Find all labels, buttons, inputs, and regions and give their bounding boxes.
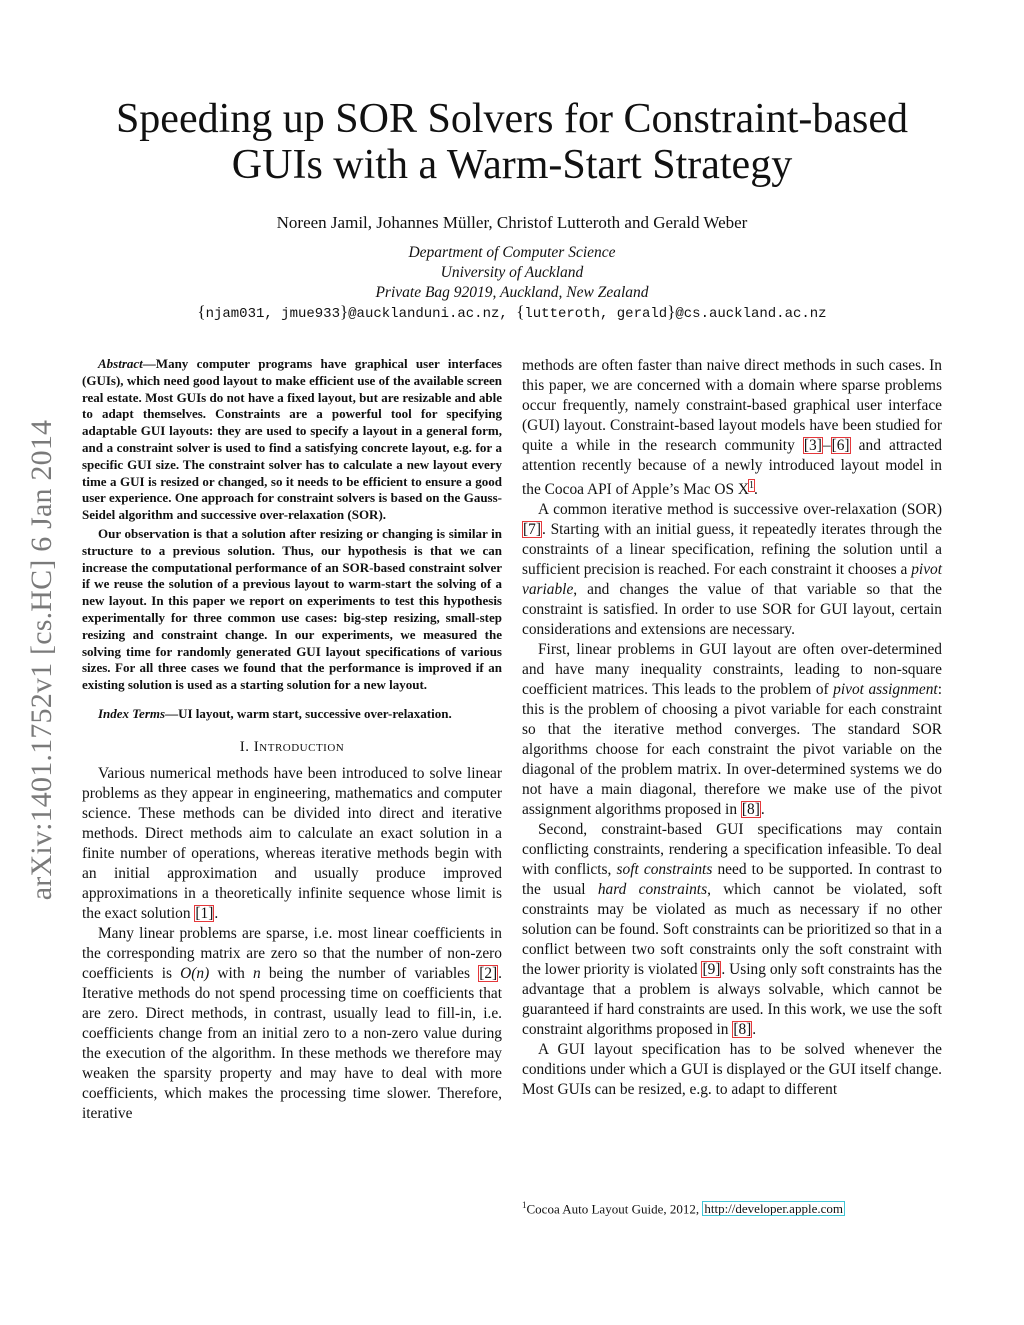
citation-link[interactable]: [3] (803, 437, 822, 454)
paragraph-text: with (209, 964, 253, 982)
affiliation-university: University of Auckland (440, 264, 584, 281)
intro-paragraph-7: A GUI layout specification has to be solved whenever the conditions under which a GUI is displayed or the GUI itself change. Most GUIs can be resized, e.g. to adapt to different (522, 1041, 942, 1099)
intro-paragraph-1 (82, 764, 502, 924)
index-terms-label: Index Terms (98, 705, 166, 721)
abstract-paragraph-2: Our observation is that a solution after resizing or changing is similar in structure to a previous solution. Thus, our hypothesis is that we can increase the computational performance of an SOR-based constraint solver if we reuse the solution of a previous layout to warm-start the solving of a new layout. In this paper we report on experiments to test this hypothesis experimentally for three common use cases: big-step resizing, small-step resizing and constraint change. In our experiments, we measured the solving time for randomly generated GUI layout specifications of various sizes. For all three cases we found that the performance is improved if an existing solution is used as a starting solution for a new layout. (82, 525, 502, 693)
paragraph-text: . (754, 481, 758, 499)
brace-close: } (339, 302, 349, 321)
index-terms-text: UI layout, warm start, successive over-relaxation. (178, 705, 452, 721)
author-list: Noreen Jamil, Johannes Müller, Christof Lutteroth and Gerald Weber (276, 213, 748, 232)
affiliation-address: Private Bag 92019, Auckland, New Zealand (375, 284, 649, 301)
paragraph-text: Many linear problems are sparse, i.e. most linear coefficients in the corresponding matrix are zero so that the number of non-zero coefficients is (82, 924, 502, 982)
paragraph-text: Second, constraint-based GUI specifications may contain conflicting constraints, rendering a specification infeasible. To deal with conflicts, (522, 821, 942, 879)
footnote (522, 1196, 942, 1218)
paragraph-text: Various numerical methods have been introduced to solve linear problems as they appear in engineering, mathematics and computer science. These methods can be divided into direct and iterative methods. Direct methods aim to calculate an exact solution in a finite number of operations, whereas iterative methods begin with an initial approximation and usually produce improved approximations in a theoretically infinite sequence whose limit is the exact solution (82, 764, 502, 922)
citation-link[interactable]: [7] (523, 521, 541, 539)
citation-link[interactable]: [6] (831, 437, 850, 454)
brace-close: } (667, 302, 676, 321)
email-group-2: lutteroth, gerald (524, 306, 668, 322)
paragraph-text: . (752, 1021, 757, 1039)
paragraph-text: . Using only soft constraints has the advantage that a problem is always solvable, which cannot be guaranteed if hard constraints are used. In this work, we use the soft constraint algorithms proposed in (522, 961, 942, 1039)
math-variable: n (252, 964, 261, 982)
paragraph-text: – (822, 437, 831, 454)
citation-link[interactable]: [8] (741, 801, 760, 819)
email-domain-2: @cs.auckland.ac.nz (675, 306, 827, 322)
paragraph-text: . Iterative methods do not spend processing time on coefficients that are zero. Direct methods, in contrast, usually lead to fill-in, i.e. coefficients change from an initial zero to a non-zero value during the execution of the algorithm. In these methods we therefore may weaken the sparsity property and may have to deal with more coefficients, which makes the processing time slower. Therefore, iterative (82, 964, 503, 1122)
footnote-mark-link[interactable]: 1 (749, 480, 754, 491)
emphasis: pivot assignment (833, 681, 938, 699)
paragraph-text: . (760, 801, 765, 819)
intro-paragraph-4 (522, 500, 942, 640)
citation-link[interactable]: [1] (195, 904, 214, 922)
affiliation-department: Department of Computer Science (408, 244, 616, 261)
intro-paragraph-6 (522, 820, 942, 1040)
abstract-dash: — (142, 356, 156, 371)
intro-paragraph-2 (82, 924, 502, 1124)
section-numeral: I. (239, 738, 254, 755)
section-title: Introduction (253, 738, 345, 755)
paper-title (80, 96, 944, 188)
section-heading-introduction (82, 739, 502, 756)
title-line-2: GUIs with a Warm-Start Strategy (231, 142, 793, 188)
affiliation (80, 243, 944, 303)
paragraph-text: , which cannot be violated, soft constraints may be violated as much as necessary if no other solution can be found. Soft constraints can be prioritized so that in a conflict between two soft constraints only the soft constraint with the lower priority is violated (522, 881, 942, 979)
paragraph-text: and attracted attention recently because of a newly introduced layout model in the Cocoa API of Apple’s Mac OS X (522, 437, 943, 499)
paragraph-text: need to be supported. In contrast to the usual (522, 861, 943, 899)
index-terms-dash: — (165, 705, 179, 721)
citation-link[interactable]: [8] (733, 1021, 752, 1039)
footnote-number: 1 (522, 1200, 527, 1210)
intro-paragraph-3 (522, 356, 942, 500)
citation-link[interactable]: [2] (479, 964, 498, 982)
paragraph-text: . (214, 904, 219, 922)
email-group-1: njam031, jmue933 (205, 306, 340, 322)
author-emails (80, 302, 944, 322)
paragraph-text: First, linear problems in GUI layout are often over-determined and have many inequality constraints, leading to non-square coefficient matrices. This leads to the problem of (522, 641, 942, 699)
paragraph-text: methods are often faster than naive direct methods in such cases. In this paper, we are concerned with a domain where sparse problems occur frequently, namely constraint-based graphical user interface (GUI) layout. Constraint-based layout models have been studied for quite a while in the research community (522, 357, 942, 454)
brace-open: { (516, 302, 525, 321)
left-column (82, 356, 502, 1124)
title-line-1: Speeding up SOR Solvers for Constraint-based (115, 96, 909, 142)
abstract-text-1: Many computer programs have graphical user interfaces (GUIs), which need good layout to make efficient use of the available screen real estate. Most GUIs do not have a fixed layout, but are resizable and able to adapt themselves. Constraints are a powerful tool for specifying adaptable GUI layouts: they are used to specify a layout in a general form, and a constraint solver is used to find a satisfying concrete layout, e.g. for a specific GUI size. The constraint solver has to calculate a new layout every time a GUI is resized or changed, so it needs to be efficient to ensure a good user experience. One approach for constraint solvers is based on the Gauss-Seidel algorithm and successive over-relaxation (SOR). (82, 356, 502, 523)
paragraph-text: being the number of variables (260, 964, 479, 982)
right-column (522, 356, 942, 1100)
footnote-text: Cocoa Auto Layout Guide, 2012, (526, 1201, 703, 1217)
intro-paragraph-5 (522, 640, 942, 820)
emphasis: pivot variable (522, 561, 942, 599)
arxiv-identifier: arXiv:1401.1752v1 [cs.HC] 6 Jan 2014 (25, 419, 58, 901)
emphasis: soft constraints (616, 861, 713, 879)
footnote-url-link[interactable]: http://developer.apple.com (704, 1201, 843, 1217)
email-domain-1: @aucklanduni.ac.nz, (348, 306, 517, 322)
paragraph-text: . Starting with an initial guess, it repeatedly iterates through the constraints of a linear specification, refining the solution until a sufficient precision is reached. For each constraint it chooses a (522, 521, 942, 579)
index-terms (82, 706, 502, 723)
citation-link[interactable]: [9] (702, 961, 721, 979)
emphasis: hard constraints (597, 881, 708, 899)
paragraph-text: : this is the problem of choosing a pivot variable for each constraint so that the iterative method converges. The standard SOR algorithms choose for each constraint the pivot variable on the diagonal of the problem matrix. In over-determined systems we do not have a main diagonal, therefore we make use of the pivot assignment algorithms proposed in (522, 681, 942, 819)
math-expression: O(n) (180, 964, 210, 982)
abstract-paragraph-1 (82, 356, 502, 524)
paragraph-text: A common iterative method is successive over-relaxation (SOR) (538, 501, 942, 519)
abstract-label: Abstract (98, 356, 143, 371)
paragraph-text: , and changes the value of that variable so that the constraint is satisfied. In order to use SOR for GUI layout, certain considerations and extensions are necessary. (522, 581, 942, 639)
brace-open: { (197, 302, 206, 321)
